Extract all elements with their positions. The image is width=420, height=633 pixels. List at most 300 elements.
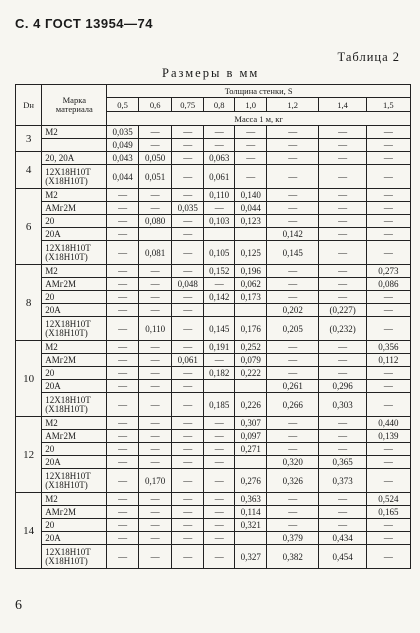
mass-value-cell: — — [172, 215, 204, 228]
col-header-grade: Марка материала — [42, 85, 107, 126]
mass-value-cell: — — [319, 341, 366, 354]
mass-value-cell: 0,044 — [107, 165, 139, 189]
table-row — [16, 241, 411, 265]
material-grade-cell: М2 — [42, 126, 107, 139]
mass-value-cell: — — [366, 241, 410, 265]
mass-value-cell: — — [138, 265, 172, 278]
mass-value-cell: — — [366, 126, 410, 139]
mass-value-cell: — — [138, 456, 172, 469]
material-grade-cell: 12Х18Н10Т (Х18Н10Т) — [42, 393, 107, 417]
mass-value-cell: 0,454 — [319, 545, 366, 569]
mass-value-cell: — — [366, 545, 410, 569]
mass-value-cell: — — [138, 304, 172, 317]
material-grade-cell: 20А — [42, 380, 107, 393]
table-row — [16, 354, 411, 367]
material-grade-cell: 20А — [42, 532, 107, 545]
mass-value-cell: — — [203, 519, 235, 532]
material-grade-cell: АМг2М — [42, 354, 107, 367]
material-grade-cell: 12Х18Н10Т (Х18Н10Т) — [42, 241, 107, 265]
mass-value-cell: — — [366, 215, 410, 228]
mass-value-cell: — — [319, 430, 366, 443]
mass-value-cell: — — [172, 291, 204, 304]
mass-value-cell: 0,061 — [172, 354, 204, 367]
mass-value-cell: — — [319, 417, 366, 430]
mass-value-cell: — — [319, 241, 366, 265]
mass-value-cell: 0,079 — [235, 354, 267, 367]
mass-value-cell: — — [319, 265, 366, 278]
mass-value-cell: 0,271 — [235, 443, 267, 456]
mass-value-cell: — — [172, 532, 204, 545]
mass-value-cell: — — [107, 545, 139, 569]
outer-diameter-cell: 6 — [16, 189, 42, 265]
table-row — [16, 278, 411, 291]
mass-value-cell: — — [319, 215, 366, 228]
mass-value-cell: — — [172, 506, 204, 519]
mass-value-cell: — — [107, 456, 139, 469]
mass-value-cell: 0,105 — [203, 241, 235, 265]
mass-value-cell: — — [366, 367, 410, 380]
material-grade-cell: М2 — [42, 493, 107, 506]
mass-value-cell: — — [266, 139, 319, 152]
mass-value-cell: — — [203, 430, 235, 443]
thickness-header: 0,6 — [138, 98, 172, 112]
mass-value-cell: 0,110 — [138, 317, 172, 341]
mass-value-cell: 0,114 — [235, 506, 267, 519]
mass-value-cell: 0,307 — [235, 417, 267, 430]
mass-value-cell: — — [366, 317, 410, 341]
table-row — [16, 532, 411, 545]
table-row — [16, 367, 411, 380]
mass-value-cell: — — [138, 380, 172, 393]
mass-value-cell: — — [319, 189, 366, 202]
mass-value-cell: — — [107, 228, 139, 241]
mass-value-cell: — — [172, 228, 204, 241]
mass-value-cell: — — [172, 393, 204, 417]
mass-value-cell — [235, 456, 267, 469]
mass-value-cell: — — [138, 139, 172, 152]
mass-value-cell: — — [107, 367, 139, 380]
mass-value-cell: 0,185 — [203, 393, 235, 417]
table-row — [16, 304, 411, 317]
mass-value-cell: 0,176 — [235, 317, 267, 341]
mass-value-cell: — — [138, 393, 172, 417]
outer-diameter-cell: 14 — [16, 493, 42, 569]
material-grade-cell: 12Х18Н10Т (Х18Н10Т) — [42, 545, 107, 569]
mass-value-cell: — — [107, 189, 139, 202]
material-grade-cell: 20, 20А — [42, 152, 107, 165]
mass-value-cell: — — [266, 506, 319, 519]
mass-value-cell: — — [319, 139, 366, 152]
mass-value-cell: 0,202 — [266, 304, 319, 317]
mass-value-cell: — — [107, 443, 139, 456]
mass-value-cell: — — [319, 519, 366, 532]
mass-value-cell: — — [172, 241, 204, 265]
mass-value-cell: 0,086 — [366, 278, 410, 291]
mass-value-cell: — — [107, 341, 139, 354]
mass-value-cell: — — [366, 532, 410, 545]
mass-value-cell: — — [266, 367, 319, 380]
mass-value-cell: — — [107, 202, 139, 215]
mass-value-cell — [203, 380, 235, 393]
mass-value-cell: — — [172, 493, 204, 506]
mass-value-cell: — — [138, 545, 172, 569]
mass-value-cell: — — [138, 443, 172, 456]
mass-value-cell: 0,222 — [235, 367, 267, 380]
material-grade-cell: 20 — [42, 291, 107, 304]
mass-value-cell: 0,140 — [235, 189, 267, 202]
mass-value-cell: — — [366, 139, 410, 152]
mass-value-cell — [138, 228, 172, 241]
mass-value-cell: — — [107, 354, 139, 367]
mass-value-cell: — — [203, 202, 235, 215]
material-grade-cell: АМг2М — [42, 430, 107, 443]
mass-value-cell: 0,524 — [366, 493, 410, 506]
mass-value-cell: — — [235, 152, 267, 165]
table-row — [16, 469, 411, 493]
table-label: Таблица 2 — [337, 50, 400, 64]
outer-diameter-cell: 8 — [16, 265, 42, 341]
material-grade-cell: 20 — [42, 215, 107, 228]
thickness-header: 1,0 — [235, 98, 267, 112]
mass-value-cell: — — [138, 493, 172, 506]
table-row — [16, 215, 411, 228]
outer-diameter-cell: 4 — [16, 152, 42, 189]
mass-value-cell: — — [203, 417, 235, 430]
mass-value-cell: 0,152 — [203, 265, 235, 278]
mass-value-cell: 0,062 — [235, 278, 267, 291]
mass-value-cell: — — [366, 228, 410, 241]
mass-value-cell: — — [319, 443, 366, 456]
table-row — [16, 545, 411, 569]
mass-value-cell: — — [266, 189, 319, 202]
mass-value-cell: — — [319, 291, 366, 304]
material-grade-cell: 12Х18Н10Т (Х18Н10Т) — [42, 165, 107, 189]
mass-value-cell: — — [107, 317, 139, 341]
outer-diameter-cell: 10 — [16, 341, 42, 417]
mass-value-cell: — — [366, 152, 410, 165]
mass-value-cell: 0,097 — [235, 430, 267, 443]
material-grade-cell — [42, 139, 107, 152]
material-grade-cell: М2 — [42, 417, 107, 430]
mass-value-cell: — — [266, 417, 319, 430]
mass-value-cell: — — [172, 317, 204, 341]
mass-value-cell: — — [172, 126, 204, 139]
mass-value-cell: 0,273 — [366, 265, 410, 278]
mass-value-cell: 0,043 — [107, 152, 139, 165]
mass-value-cell: 0,365 — [319, 456, 366, 469]
mass-value-cell: 0,382 — [266, 545, 319, 569]
thickness-header: 1,2 — [266, 98, 319, 112]
table-row — [16, 265, 411, 278]
mass-value-cell: — — [366, 380, 410, 393]
mass-value-cell: — — [266, 443, 319, 456]
mass-value-cell: — — [172, 189, 204, 202]
mass-value-cell: — — [172, 341, 204, 354]
mass-value-cell: — — [138, 430, 172, 443]
mass-value-cell: (0,227) — [319, 304, 366, 317]
mass-value-cell: — — [319, 367, 366, 380]
material-grade-cell: 20А — [42, 228, 107, 241]
outer-diameter-cell: 12 — [16, 417, 42, 493]
mass-value-cell: — — [203, 506, 235, 519]
mass-value-cell: — — [172, 469, 204, 493]
material-grade-cell: М2 — [42, 265, 107, 278]
mass-value-cell: — — [203, 456, 235, 469]
mass-value-cell: — — [319, 354, 366, 367]
mass-value-cell: — — [107, 430, 139, 443]
table-row — [16, 152, 411, 165]
material-grade-cell: 20А — [42, 456, 107, 469]
table-row — [16, 317, 411, 341]
mass-value-cell: 0,080 — [138, 215, 172, 228]
mass-value-cell: — — [107, 380, 139, 393]
mass-value-cell: — — [366, 519, 410, 532]
mass-value-cell: — — [138, 189, 172, 202]
mass-value-cell: — — [266, 354, 319, 367]
mass-value-cell: (0,232) — [319, 317, 366, 341]
mass-value-cell: 0,252 — [235, 341, 267, 354]
mass-value-cell: 0,170 — [138, 469, 172, 493]
thickness-header: 0,8 — [203, 98, 235, 112]
mass-value-cell: 0,196 — [235, 265, 267, 278]
mass-value-cell: — — [172, 417, 204, 430]
mass-value-cell: — — [235, 126, 267, 139]
mass-value-cell — [235, 228, 267, 241]
mass-value-cell: — — [319, 278, 366, 291]
mass-value-cell — [203, 228, 235, 241]
mass-value-cell — [235, 304, 267, 317]
material-grade-cell: 20А — [42, 304, 107, 317]
mass-value-cell: — — [107, 291, 139, 304]
mass-value-cell: 0,363 — [235, 493, 267, 506]
material-grade-cell: 12Х18Н10Т (Х18Н10Т) — [42, 317, 107, 341]
mass-value-cell: — — [319, 152, 366, 165]
mass-value-cell: 0,051 — [138, 165, 172, 189]
mass-value-cell: — — [203, 354, 235, 367]
mass-value-cell: 0,303 — [319, 393, 366, 417]
mass-value-cell: 0,191 — [203, 341, 235, 354]
mass-value-cell: 0,049 — [107, 139, 139, 152]
mass-value-cell: 0,379 — [266, 532, 319, 545]
mass-value-cell: — — [138, 126, 172, 139]
mass-value-cell: — — [172, 265, 204, 278]
mass-value-cell: — — [266, 126, 319, 139]
mass-value-cell: — — [172, 443, 204, 456]
material-grade-cell: 20 — [42, 443, 107, 456]
mass-value-cell: — — [107, 469, 139, 493]
table-row — [16, 126, 411, 139]
mass-value-cell: — — [235, 165, 267, 189]
thickness-header: 1,5 — [366, 98, 410, 112]
mass-value-cell: — — [107, 519, 139, 532]
mass-value-cell: — — [138, 341, 172, 354]
mass-value-cell: — — [107, 215, 139, 228]
mass-value-cell: — — [266, 152, 319, 165]
mass-value-cell: — — [138, 278, 172, 291]
thickness-header: 0,5 — [107, 98, 139, 112]
mass-value-cell: — — [138, 367, 172, 380]
outer-diameter-cell: 3 — [16, 126, 42, 152]
mass-value-cell: — — [107, 278, 139, 291]
table-row — [16, 202, 411, 215]
table-row — [16, 493, 411, 506]
mass-value-cell: 0,434 — [319, 532, 366, 545]
table-row — [16, 456, 411, 469]
table-row — [16, 506, 411, 519]
document-header: С. 4 ГОСТ 13954—74 — [15, 16, 153, 31]
mass-value-cell: — — [319, 202, 366, 215]
mass-value-cell: 0,276 — [235, 469, 267, 493]
table-row — [16, 380, 411, 393]
mass-value-cell: — — [107, 393, 139, 417]
mass-value-cell: — — [172, 367, 204, 380]
mass-value-cell: 0,165 — [366, 506, 410, 519]
mass-value-cell: — — [172, 152, 204, 165]
sizes-title: Размеры в мм — [162, 66, 260, 80]
mass-value-cell: 0,440 — [366, 417, 410, 430]
table-row — [16, 341, 411, 354]
mass-value-cell: 0,182 — [203, 367, 235, 380]
mass-value-cell: 0,205 — [266, 317, 319, 341]
thickness-header: 0,75 — [172, 98, 204, 112]
mass-value-cell: 0,266 — [266, 393, 319, 417]
mass-value-cell — [203, 304, 235, 317]
table-row — [16, 393, 411, 417]
mass-value-cell: — — [138, 417, 172, 430]
mass-value-cell: — — [138, 519, 172, 532]
mass-value-cell: — — [366, 456, 410, 469]
mass-value-cell: — — [266, 215, 319, 228]
mass-value-cell: — — [107, 304, 139, 317]
mass-value-cell: 0,145 — [266, 241, 319, 265]
mass-value-cell: 0,048 — [172, 278, 204, 291]
mass-value-cell: — — [172, 380, 204, 393]
col-header-d: Dн — [16, 85, 42, 126]
mass-value-cell: 0,173 — [235, 291, 267, 304]
mass-value-cell: — — [266, 291, 319, 304]
mass-value-cell: — — [172, 430, 204, 443]
mass-value-cell: — — [203, 278, 235, 291]
mass-value-cell: 0,327 — [235, 545, 267, 569]
mass-value-cell: 0,226 — [235, 393, 267, 417]
mass-value-cell: — — [203, 532, 235, 545]
material-grade-cell: АМг2М — [42, 506, 107, 519]
table-row — [16, 417, 411, 430]
mass-value-cell: — — [172, 304, 204, 317]
mass-value-cell: 0,112 — [366, 354, 410, 367]
mass-value-cell: — — [107, 241, 139, 265]
mass-value-cell: 0,103 — [203, 215, 235, 228]
mass-value-cell: — — [203, 139, 235, 152]
mass-value-cell — [235, 532, 267, 545]
material-grade-cell: АМг2М — [42, 278, 107, 291]
thickness-header: 1,4 — [319, 98, 366, 112]
mass-value-cell: — — [107, 265, 139, 278]
table-row — [16, 165, 411, 189]
mass-value-cell: — — [107, 417, 139, 430]
mass-value-cell: 0,356 — [366, 341, 410, 354]
mass-value-cell: — — [366, 304, 410, 317]
mass-value-cell: 0,035 — [172, 202, 204, 215]
mass-value-cell: 0,125 — [235, 241, 267, 265]
table-row — [16, 228, 411, 241]
mass-value-cell: — — [366, 291, 410, 304]
mass-value-cell: 0,296 — [319, 380, 366, 393]
mass-value-cell: — — [266, 165, 319, 189]
table-row — [16, 291, 411, 304]
mass-value-cell: — — [319, 126, 366, 139]
mass-value-cell: — — [319, 493, 366, 506]
mass-value-cell: 0,050 — [138, 152, 172, 165]
mass-value-cell — [235, 380, 267, 393]
table-row — [16, 443, 411, 456]
mass-value-cell: — — [266, 430, 319, 443]
mass-table — [15, 84, 411, 569]
mass-value-cell: 0,326 — [266, 469, 319, 493]
mass-value-cell: — — [107, 532, 139, 545]
mass-value-cell: — — [203, 493, 235, 506]
mass-value-cell: — — [266, 341, 319, 354]
mass-value-cell: — — [138, 291, 172, 304]
mass-value-cell: — — [266, 519, 319, 532]
material-grade-cell: 12Х18Н10Т (Х18Н10Т) — [42, 469, 107, 493]
mass-value-cell: — — [172, 165, 204, 189]
mass-value-cell: — — [319, 228, 366, 241]
mass-value-cell: — — [138, 506, 172, 519]
mass-value-cell: 0,142 — [203, 291, 235, 304]
mass-value-cell: — — [266, 202, 319, 215]
mass-value-cell: 0,110 — [203, 189, 235, 202]
mass-value-cell: 0,123 — [235, 215, 267, 228]
mass-value-cell: — — [107, 493, 139, 506]
mass-value-cell: — — [319, 506, 366, 519]
material-grade-cell: АМг2М — [42, 202, 107, 215]
mass-value-cell: — — [366, 202, 410, 215]
mass-value-cell: — — [138, 354, 172, 367]
table-row — [16, 139, 411, 152]
material-grade-cell: 20 — [42, 367, 107, 380]
mass-value-cell: — — [366, 189, 410, 202]
mass-value-cell: — — [366, 393, 410, 417]
table-row — [16, 189, 411, 202]
mass-value-cell: — — [203, 469, 235, 493]
mass-value-cell: — — [319, 165, 366, 189]
mass-value-cell: — — [172, 456, 204, 469]
mass-value-cell: — — [366, 443, 410, 456]
col-header-mass: Масса 1 м, кг — [107, 112, 411, 126]
mass-value-cell: — — [266, 493, 319, 506]
mass-value-cell: 0,320 — [266, 456, 319, 469]
mass-value-cell: — — [107, 506, 139, 519]
material-grade-cell: 20 — [42, 519, 107, 532]
mass-value-cell: 0,321 — [235, 519, 267, 532]
mass-value-cell: — — [203, 545, 235, 569]
mass-value-cell: — — [138, 532, 172, 545]
mass-value-cell: 0,063 — [203, 152, 235, 165]
col-header-wall: Толщина стенки, S — [107, 85, 411, 98]
mass-value-cell: 0,061 — [203, 165, 235, 189]
mass-value-cell: — — [172, 545, 204, 569]
mass-value-cell: — — [235, 139, 267, 152]
mass-value-cell: 0,081 — [138, 241, 172, 265]
mass-value-cell: — — [203, 126, 235, 139]
mass-value-cell: — — [138, 202, 172, 215]
mass-value-cell: — — [172, 139, 204, 152]
mass-value-cell: — — [366, 165, 410, 189]
mass-value-cell: 0,035 — [107, 126, 139, 139]
mass-value-cell: 0,139 — [366, 430, 410, 443]
mass-value-cell: 0,142 — [266, 228, 319, 241]
